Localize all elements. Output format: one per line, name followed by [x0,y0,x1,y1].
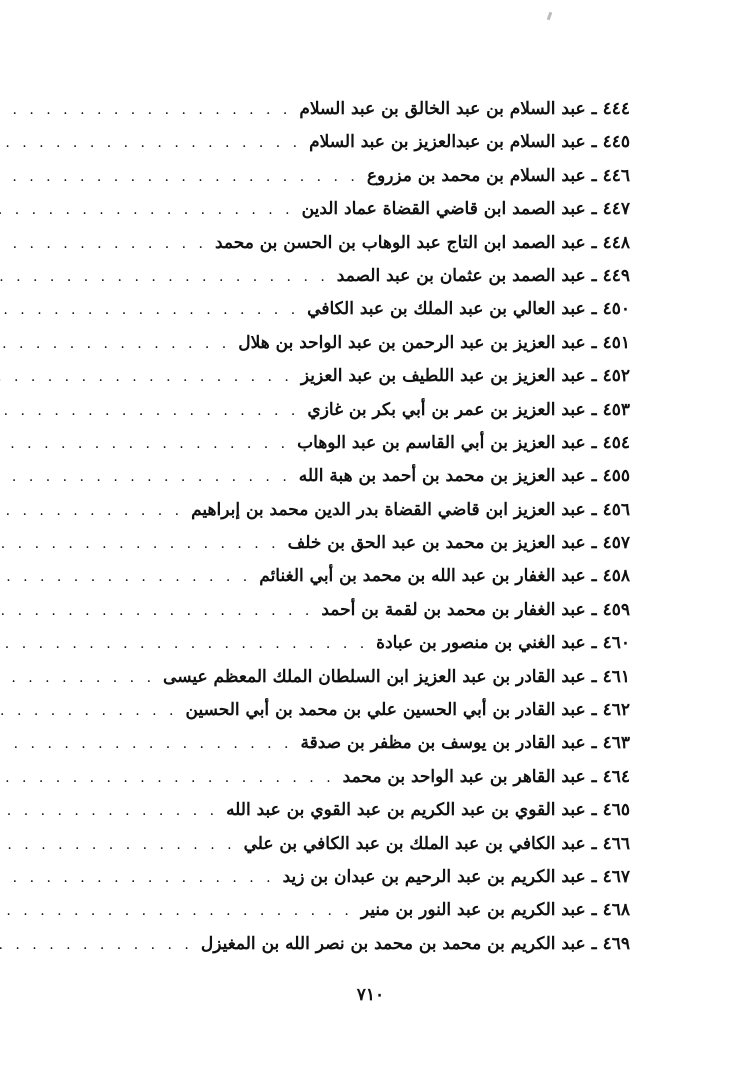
entry-title: عبد الغفار بن عبد الله بن محمد بن أبي الغنائم [259,566,586,587]
entry-title: عبد القادر بن يوسف بن مظفر بن صدقة [300,733,586,754]
toc-entry [86,494,630,527]
entry-number: ٤٥٧ [602,533,630,554]
dot-leader [0,127,301,160]
dot-leader [0,228,207,261]
entry-number: ٤٦٩ [602,933,630,954]
entry-number: ٤٦١ [602,666,630,687]
toc-entry [86,427,630,460]
entry-title: عبد السلام بن محمد بن مزروع [366,165,586,186]
entry-title: عبد القوي بن عبد الكريم بن عبد القوي بن عبد الله [226,800,586,821]
dot-leader [0,795,218,828]
entry-separator: ـ [591,666,597,687]
entry-separator: ـ [591,265,597,286]
toc-entry [86,227,630,260]
entry-title: عبد العزيز بن عبد اللطيف بن عبد العزيز [300,366,586,387]
entry-title: عبد العالي بن عبد الملك بن عبد الكافي [307,299,586,320]
entry-title: عبد الصمد ابن التاج عبد الوهاب بن الحسن بن محمد [214,232,586,253]
entry-number: ٤٥٨ [602,566,630,587]
entry-title: عبد السلام بن عبدالعزيز بن عبد السلام [309,132,586,153]
dot-leader [0,561,251,594]
dot-leader [0,161,359,194]
entry-separator: ـ [591,165,597,186]
entry-title: عبد الصمد ابن قاضي القضاة عماد الدين [301,199,586,220]
toc-entry [86,794,630,827]
entry-number: ٤٥١ [602,332,630,353]
toc-entry [86,928,630,961]
dot-leader [0,94,291,127]
toc-entry [86,594,630,627]
entry-separator: ـ [591,866,597,887]
entry-number: ٤٥٢ [602,366,630,387]
entry-separator: ـ [591,566,597,587]
entry-separator: ـ [591,833,597,854]
dot-leader [0,361,293,394]
dot-leader [0,628,368,661]
entry-title: عبد الصمد بن عثمان بن عبد الصمد [336,265,586,286]
entry-separator: ـ [591,733,597,754]
entry-number: ٤٦٤ [602,766,630,787]
entry-separator: ـ [591,900,597,921]
toc-entry [86,694,630,727]
entry-separator: ـ [591,700,597,721]
dot-leader [0,261,329,294]
dot-leader [0,395,299,428]
entry-number: ٤٤٤ [602,99,630,119]
entry-separator: ـ [591,933,597,954]
table-of-contents [86,93,630,961]
page-number: ٧١٠ [356,985,385,1005]
entry-title: عبد الكريم بن عبد النور بن منير [360,900,586,921]
toc-entry [86,160,630,193]
entry-separator: ـ [591,132,597,153]
entry-title: عبد العزيز بن محمد بن عبد الحق بن خلف [287,533,586,554]
toc-entry [86,460,630,493]
entry-number: ٤٦٧ [602,866,630,887]
dot-leader [0,662,155,695]
entry-number: ٤٤٦ [602,165,630,186]
entry-number: ٤٥٣ [602,399,630,420]
entry-number: ٤٦٠ [602,633,630,654]
entry-title: عبد الكريم بن عبد الرحيم بن عبدان بن زيد [282,866,586,887]
entry-separator: ـ [591,199,597,220]
toc-entry [86,661,630,694]
entry-number: ٤٤٨ [602,232,630,253]
dot-leader [0,862,275,895]
entry-separator: ـ [591,499,597,520]
entry-number: ٤٥٥ [602,466,630,487]
entry-number: ٤٦٣ [602,733,630,754]
dot-leader [0,829,236,862]
entry-number: ٤٦٥ [602,800,630,821]
entry-title: عبد الكافي بن عبد الملك بن عبد الكافي بن علي [243,833,586,854]
toc-entry [86,293,630,326]
toc-entry [86,260,630,293]
entry-title: عبد العزيز ابن قاضي القضاة بدر الدين محمد بن إبراهيم [191,499,586,520]
entry-separator: ـ [591,466,597,487]
entry-title: عبد العزيز بن محمد بن أحمد بن هبة الله [298,466,586,487]
scan-mark [547,12,553,21]
dot-leader [0,728,293,761]
toc-entry [86,93,630,126]
entry-title: عبد السلام بن عبد الخالق بن عبد السلام [299,99,586,119]
entry-title: عبد العزيز بن عبد الرحمن بن عبد الواحد بن هلال [238,332,586,353]
entry-title: عبد القادر بن عبد العزيز ابن السلطان الملك المعظم عيسى [163,666,586,687]
entry-title: عبد القاهر بن عبد الواحد بن محمد [342,766,586,787]
toc-entry [86,360,630,393]
dot-leader [0,495,183,528]
toc-entry [86,627,630,660]
entry-separator: ـ [591,766,597,787]
toc-entry [86,894,630,927]
entry-separator: ـ [591,332,597,353]
toc-entry [86,327,630,360]
entry-title: عبد الغفار بن محمد بن لقمة بن أحمد [321,599,586,620]
dot-leader [0,895,353,928]
entry-number: ٤٤٧ [602,199,630,220]
entry-separator: ـ [591,633,597,654]
entry-title: عبد الغني بن منصور بن عبادة [376,633,586,654]
entry-separator: ـ [591,232,597,253]
dot-leader [0,595,313,628]
entry-title: عبد القادر بن أبي الحسين علي بن محمد بن أبي الحسين [185,700,586,721]
dot-leader [0,528,280,561]
entry-separator: ـ [591,800,597,821]
dot-leader [0,461,291,494]
toc-entry [86,193,630,226]
entry-separator: ـ [591,599,597,620]
toc-entry [86,761,630,794]
entry-number: ٤٥٦ [602,499,630,520]
entry-separator: ـ [591,99,597,119]
entry-number: ٤٥٠ [602,299,630,320]
toc-entry [86,560,630,593]
toc-entry [86,394,630,427]
entry-number: ٤٦٢ [602,700,630,721]
entry-title: عبد الكريم بن محمد بن محمد بن نصر الله بن المغيزل [200,933,586,954]
entry-separator: ـ [591,533,597,554]
toc-entry [86,126,630,159]
entry-number: ٤٦٦ [602,833,630,854]
entry-number: ٤٥٤ [602,432,630,453]
dot-leader [0,194,294,227]
entry-separator: ـ [591,299,597,320]
dot-leader [0,328,230,361]
toc-entry [86,527,630,560]
dot-leader [0,762,335,795]
toc-entry [86,861,630,894]
dot-leader [0,294,299,327]
entry-title: عبد العزيز بن عمر بن أبي بكر بن غازي [307,399,586,420]
entry-number: ٤٤٩ [602,265,630,286]
entry-separator: ـ [591,399,597,420]
dot-leader [0,929,193,962]
dot-leader [0,428,289,461]
toc-entry [86,828,630,861]
entry-title: عبد العزيز بن أبي القاسم بن عبد الوهاب [297,432,586,453]
entry-number: ٤٦٨ [602,900,630,921]
entry-separator: ـ [591,432,597,453]
entry-number: ٤٥٩ [602,599,630,620]
dot-leader [0,695,178,728]
toc-entry [86,727,630,760]
entry-number: ٤٤٥ [602,132,630,153]
entry-separator: ـ [591,366,597,387]
